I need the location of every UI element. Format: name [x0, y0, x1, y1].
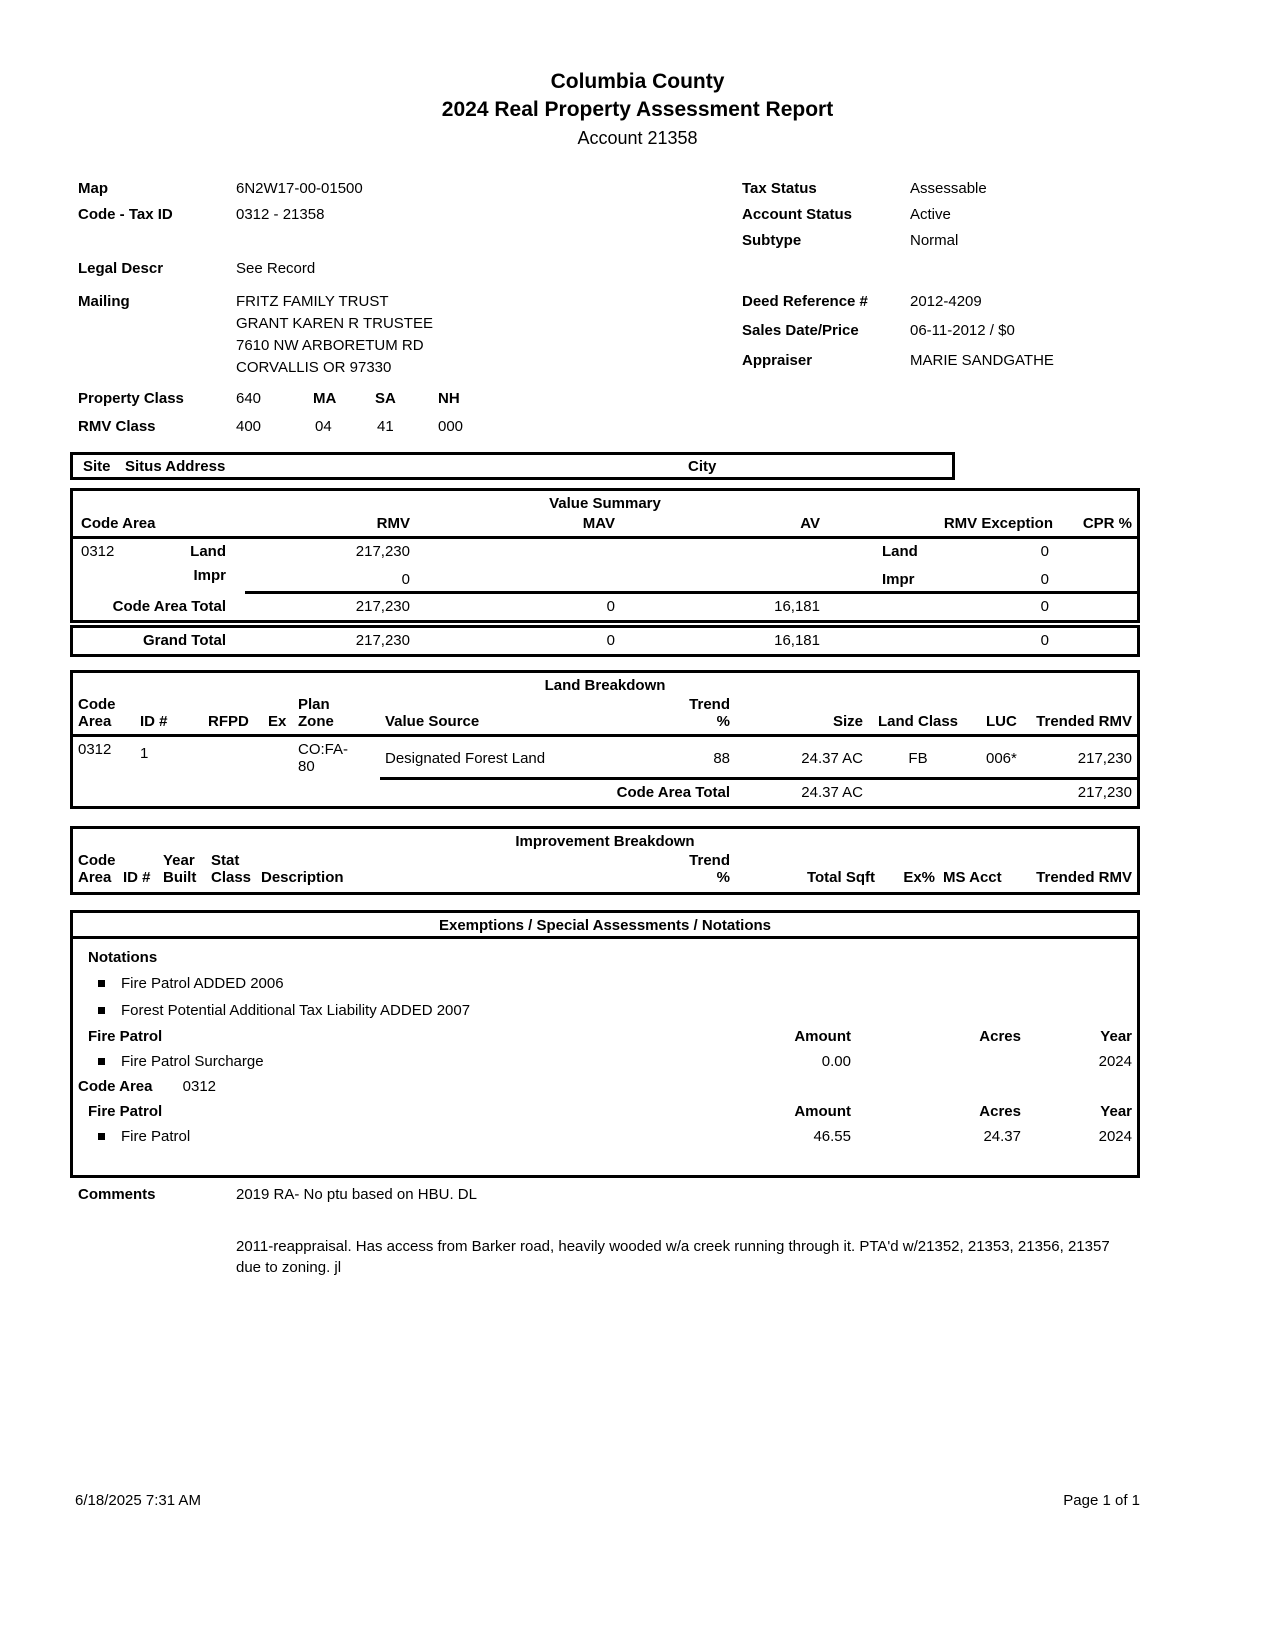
land-exception-value: 0	[1040, 543, 1049, 560]
lb-col-code: Code	[78, 696, 116, 713]
fire-patrol-label: Fire Patrol	[88, 1103, 163, 1120]
print-datetime: 6/18/2025 7:31 AM	[75, 1492, 201, 1509]
appraiser-value: MARIE SANDGATHE	[910, 352, 1054, 369]
lb-col-zone: Zone	[298, 713, 334, 730]
nh-value: 000	[438, 418, 464, 435]
notation-text: Forest Potential Additional Tax Liability ADDED 2007	[121, 1002, 471, 1019]
property-class-value: 640	[236, 390, 262, 407]
col-cpr: CPR %	[1082, 515, 1132, 532]
lb-land-class: FB	[908, 750, 928, 767]
land-breakdown-header-row	[73, 696, 1137, 737]
map-value: 6N2W17-00-01500	[236, 180, 363, 197]
ma-header: MA	[313, 390, 337, 407]
impr-row	[73, 563, 1137, 591]
deed-reference-value: 2012-4209	[910, 293, 982, 310]
account-number: Account 21358	[577, 128, 698, 148]
fire-patrol-amount: 0.00	[821, 1053, 851, 1070]
impr-rmv: 0	[401, 571, 410, 588]
ib-col-built: Built	[163, 869, 197, 886]
lb-total-size: 24.37 AC	[801, 784, 863, 801]
fire-patrol-item-name: Fire Patrol	[121, 1128, 191, 1145]
ib-col-trended-rmv: Trended RMV	[1036, 869, 1132, 886]
land-breakdown-table	[70, 670, 1140, 809]
land-rmv: 217,230	[355, 543, 410, 560]
account-info-section	[70, 180, 1140, 445]
tax-status-label: Tax Status	[742, 180, 817, 197]
ib-col-trend: Trend	[689, 852, 730, 869]
land-breakdown-data-row	[73, 737, 1137, 777]
square-bullet-icon	[98, 1133, 105, 1140]
lb-col-rfpd: RFPD	[208, 713, 249, 730]
impr-exception-value: 0	[1040, 571, 1049, 588]
lb-col-area: Area	[78, 713, 112, 730]
land-breakdown-title: Land Breakdown	[544, 677, 666, 694]
situs-address-table	[70, 452, 955, 480]
square-bullet-icon	[98, 1058, 105, 1065]
land-exception-label: Land	[882, 543, 918, 560]
nh-header: NH	[438, 390, 460, 407]
land-row	[73, 539, 1137, 563]
sa-header: SA	[375, 390, 396, 407]
tax-status-value: Assessable	[910, 180, 987, 197]
grand-total-row	[73, 628, 1137, 654]
lb-col-id: ID #	[140, 713, 168, 730]
year-header: Year	[1100, 1103, 1132, 1120]
grand-total-exception: 0	[1040, 632, 1049, 649]
land-label: Land	[190, 543, 226, 560]
year-header: Year	[1100, 1028, 1132, 1045]
code-area-total-mav: 0	[606, 598, 615, 615]
notation-item	[73, 970, 1137, 997]
appraiser-label: Appraiser	[742, 352, 813, 369]
comments-label: Comments	[78, 1186, 156, 1203]
lb-luc: 006*	[986, 750, 1017, 767]
square-bullet-icon	[98, 1007, 105, 1014]
report-title: 2024 Real Property Assessment Report	[441, 98, 834, 121]
value-summary-section	[70, 488, 1140, 657]
fire-patrol-label: Fire Patrol	[88, 1028, 163, 1045]
value-summary-header-row	[73, 514, 1137, 539]
account-status-value: Active	[910, 206, 951, 223]
lb-col-luc: LUC	[986, 713, 1017, 730]
code-area-label: Code Area	[78, 1078, 153, 1095]
lb-trend: 88	[713, 750, 730, 767]
ib-col-pct: %	[716, 869, 730, 886]
fire-patrol-item-name: Fire Patrol Surcharge	[121, 1053, 264, 1070]
fire-patrol-acres: 24.37	[983, 1128, 1021, 1145]
lb-col-plan: Plan	[298, 696, 330, 713]
rmv-class-label: RMV Class	[78, 418, 156, 435]
lb-size: 24.37 AC	[801, 750, 863, 767]
deed-reference-label: Deed Reference #	[742, 293, 868, 310]
site-header: Site	[83, 458, 111, 475]
county-title: Columbia County	[550, 70, 725, 93]
lb-total-label: Code Area Total	[616, 784, 730, 801]
fire-patrol-row	[73, 1124, 1137, 1149]
grand-total-label: Grand Total	[142, 632, 226, 649]
col-rmv: RMV	[376, 515, 410, 532]
ib-col-description: Description	[261, 869, 344, 886]
lb-col-value-source: Value Source	[385, 713, 480, 730]
ib-col-stat: Stat	[211, 852, 240, 869]
value-summary-table	[70, 488, 1140, 623]
fire-patrol-row	[73, 1049, 1137, 1074]
lb-code-area: 0312	[78, 741, 112, 758]
impr-exception-label: Impr	[882, 571, 915, 588]
code-area-total-row	[73, 594, 1137, 620]
ib-col-year: Year	[163, 852, 195, 869]
notations-label: Notations	[88, 949, 158, 966]
mailing-line-4: CORVALLIS OR 97330	[236, 359, 392, 376]
ib-col-area: Area	[78, 869, 112, 886]
improvement-breakdown-title: Improvement Breakdown	[515, 833, 695, 850]
legal-descr-label: Legal Descr	[78, 260, 164, 277]
code-area-total-label: Code Area Total	[112, 598, 226, 615]
code-area-total-rmv: 217,230	[355, 598, 410, 615]
account-status-label: Account Status	[742, 206, 853, 223]
value-summary-title: Value Summary	[549, 495, 661, 512]
land-breakdown-total-row	[73, 780, 1137, 806]
rmv-class-value: 400	[236, 418, 262, 435]
ib-col-total-sqft: Total Sqft	[806, 869, 875, 886]
title-block	[0, 70, 1275, 149]
acres-header: Acres	[979, 1028, 1021, 1045]
code-area-row	[73, 1074, 1137, 1099]
lb-col-land-class: Land Class	[877, 713, 959, 730]
map-label: Map	[78, 180, 108, 197]
code-area-total-exception: 0	[1040, 598, 1049, 615]
grand-total-rmv: 217,230	[355, 632, 410, 649]
ma-value: 04	[315, 418, 332, 435]
fire-patrol-year: 2024	[1098, 1128, 1132, 1145]
grand-total-table	[70, 625, 1140, 657]
property-class-label: Property Class	[78, 390, 184, 407]
comments-line-1: 2019 RA- No ptu based on HBU. DL	[236, 1186, 477, 1203]
sales-date-price-label: Sales Date/Price	[742, 322, 859, 339]
grand-total-mav: 0	[606, 632, 615, 649]
situs-address-header: Situs Address	[125, 458, 226, 475]
lb-trended-rmv: 217,230	[1077, 750, 1132, 767]
lb-value-source: Designated Forest Land	[385, 750, 546, 767]
exemptions-section	[70, 910, 1140, 1178]
lb-id: 1	[140, 745, 149, 762]
fire-patrol-year: 2024	[1098, 1053, 1132, 1070]
impr-label: Impr	[193, 567, 226, 584]
mailing-line-1: FRITZ FAMILY TRUST	[236, 293, 389, 310]
acres-header: Acres	[979, 1103, 1021, 1120]
page-number: Page 1 of 1	[1063, 1492, 1140, 1509]
land-code-area: 0312	[81, 543, 115, 560]
code-area-total-av: 16,181	[774, 598, 820, 615]
col-mav: MAV	[582, 515, 615, 532]
square-bullet-icon	[98, 980, 105, 987]
city-header: City	[688, 458, 717, 475]
subtype-label: Subtype	[742, 232, 802, 249]
code-tax-id-label: Code - Tax ID	[78, 206, 173, 223]
lb-plan-zone: CO:FA-80	[298, 741, 349, 775]
improvement-breakdown-table	[70, 826, 1140, 895]
notation-item	[73, 997, 1137, 1024]
grand-total-av: 16,181	[774, 632, 820, 649]
mailing-line-3: 7610 NW ARBORETUM RD	[236, 337, 424, 354]
ib-col-code: Code	[78, 852, 116, 869]
lb-col-pct: %	[716, 713, 730, 730]
col-rmv-exception: RMV Exception	[943, 515, 1053, 532]
lb-total-trended-rmv: 217,230	[1077, 784, 1132, 801]
amount-header: Amount	[794, 1103, 851, 1120]
col-av: AV	[800, 515, 820, 532]
ib-col-ex-pct: Ex%	[903, 869, 935, 886]
lb-col-size: Size	[832, 713, 863, 730]
mailing-label: Mailing	[78, 293, 130, 310]
improvement-breakdown-header-row	[73, 852, 1137, 892]
fire-patrol-header-row	[73, 1024, 1137, 1049]
ib-col-class: Class	[211, 869, 252, 886]
lb-col-trend: Trend	[689, 696, 730, 713]
mailing-line-2: GRANT KAREN R TRUSTEE	[236, 315, 433, 332]
legal-descr-value: See Record	[236, 260, 316, 277]
col-code-area: Code Area	[81, 515, 156, 532]
code-tax-id-value: 0312 - 21358	[236, 206, 325, 223]
lb-col-ex: Ex	[268, 713, 287, 730]
fire-patrol-header-row	[73, 1099, 1137, 1124]
lb-col-trended-rmv: Trended RMV	[1036, 713, 1132, 730]
exemptions-title: Exemptions / Special Assessments / Notations	[73, 913, 1137, 939]
ib-col-ms-acct: MS Acct	[943, 869, 1002, 886]
ib-col-id: ID #	[123, 869, 151, 886]
notation-text: Fire Patrol ADDED 2006	[121, 975, 284, 992]
fire-patrol-amount: 46.55	[813, 1128, 851, 1145]
code-area-value: 0312	[182, 1078, 217, 1095]
sales-date-price-value: 06-11-2012 / $0	[910, 322, 1015, 339]
amount-header: Amount	[794, 1028, 851, 1045]
comments-line-2: 2011-reappraisal. Has access from Barker road, heavily wooded w/a creek running through it. PTA'd w/21352, 21353, 21356, 21357 due to zoning. jl	[236, 1238, 1110, 1276]
sa-value: 41	[377, 418, 394, 435]
subtype-value: Normal	[910, 232, 959, 249]
